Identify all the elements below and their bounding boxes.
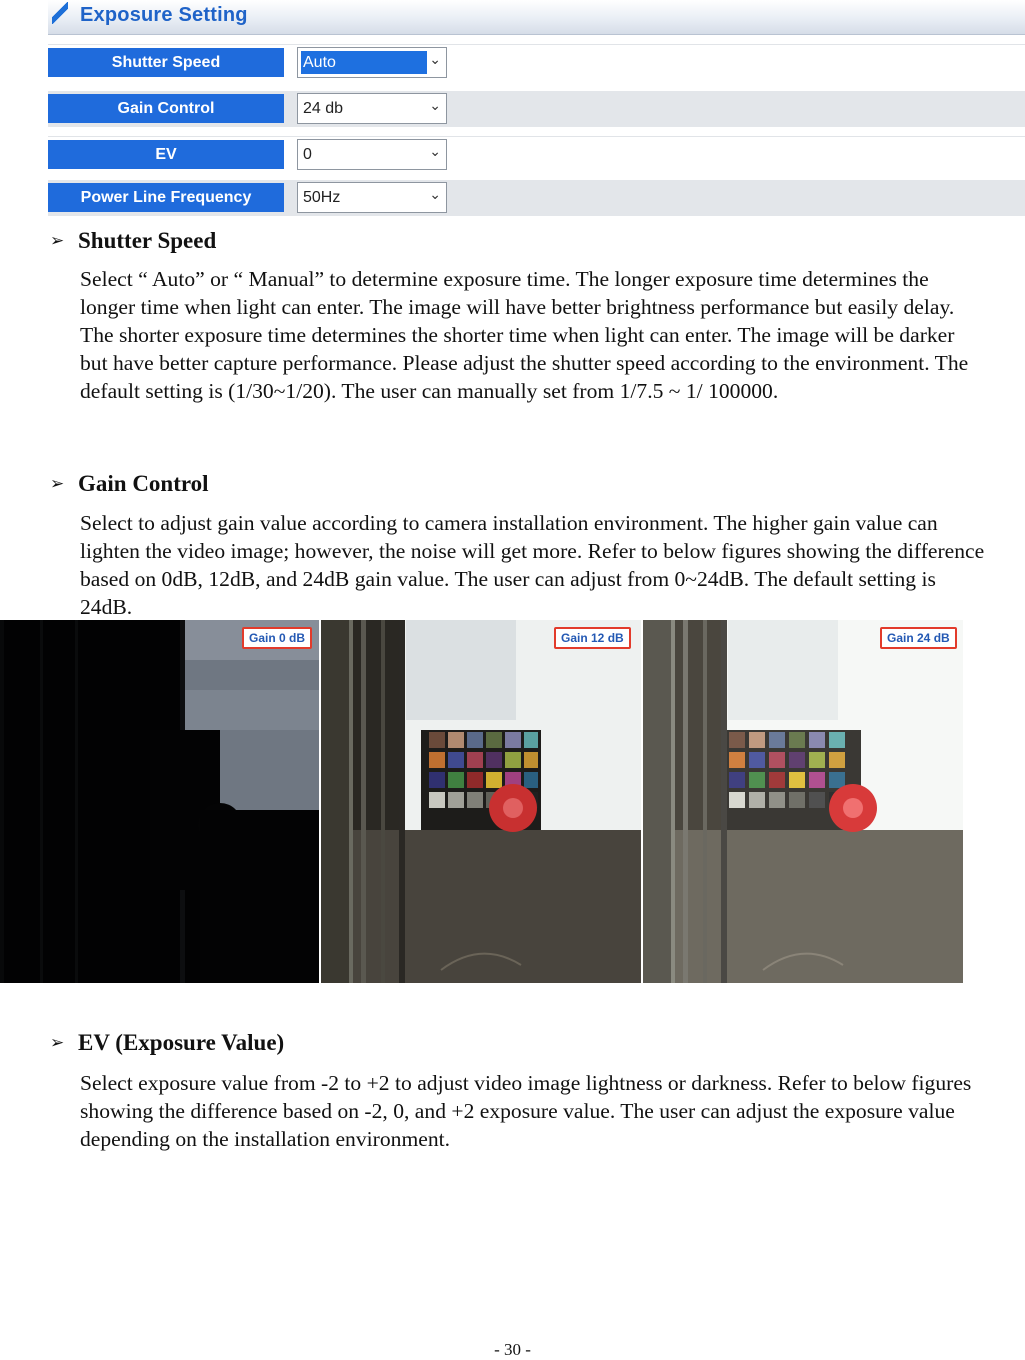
- gain-control-heading: [50, 471, 209, 497]
- ev-description: Select exposure value from -2 to +2 to adjust video image lightness or darkness. Refer to below figures showing the difference based on -2, 0, and +2 exposure value. The user can adjust the exposure value depending on the installation environment.: [80, 1071, 972, 1151]
- arrow-bullet-icon: ➢: [50, 474, 65, 494]
- arrow-bullet-icon: ➢: [50, 1033, 65, 1053]
- gain-24db-image: [643, 620, 963, 983]
- gain-12db-label: Gain 12 dB: [554, 627, 631, 649]
- gain-control-row: [48, 91, 1025, 127]
- arrow-bullet-icon: ➢: [50, 231, 65, 251]
- panel-header-decoration: [52, 2, 68, 24]
- heading-text: Gain Control: [78, 471, 209, 496]
- gain-24db-label: Gain 24 dB: [880, 627, 957, 649]
- shutter-speed-value: Auto: [301, 51, 427, 74]
- ev-row: [48, 136, 1025, 173]
- shutter-speed-row: [48, 44, 1025, 81]
- gain-control-select[interactable]: [297, 93, 447, 124]
- room-floor: [321, 830, 641, 983]
- chevron-down-icon: ⌄: [429, 143, 441, 159]
- page-number: - 30 -: [494, 1340, 531, 1359]
- gain-0db-label: Gain 0 dB: [242, 627, 312, 649]
- panel-title: Exposure Setting: [80, 4, 248, 26]
- ev-value: 0: [303, 146, 312, 163]
- chevron-down-icon: ⌄: [429, 97, 441, 113]
- gain-photo-0db: [0, 620, 319, 983]
- chevron-down-icon: ⌄: [429, 51, 441, 67]
- gain-photo-12db: [321, 620, 641, 983]
- ev-label: EV: [48, 140, 284, 169]
- gain-comparison-photos: [0, 620, 963, 983]
- room-floor: [643, 830, 963, 983]
- gain-0db-image: [0, 620, 319, 983]
- ev-heading: [50, 1030, 284, 1056]
- shutter-speed-heading: [50, 228, 216, 254]
- shutter-speed-label: Shutter Speed: [48, 48, 284, 77]
- gain-control-label: Gain Control: [48, 94, 284, 123]
- power-line-frequency-select[interactable]: [297, 182, 447, 213]
- power-line-frequency-value: 50Hz: [303, 189, 341, 206]
- exposure-setting-panel: [48, 0, 1025, 216]
- gain-12db-image: [321, 620, 641, 983]
- ev-select[interactable]: [297, 139, 447, 170]
- chevron-down-icon: ⌄: [429, 186, 441, 202]
- heading-text: Shutter Speed: [78, 228, 217, 253]
- shutter-speed-description: Select “ Auto” or “ Manual” to determine exposure time. The longer exposure time determines the longer time when light can enter. The image will have better brightness performance but easily delay. The shorter exposure time determines the shorter time when light can enter. The image will be darker but have better capture performance. Please adjust the shutter speed according to the environment. The default setting is (1/30~1/20). The user can manually set from 1/7.5 ~ 1/ 100000.: [80, 267, 969, 403]
- heading-text: EV (Exposure Value): [78, 1030, 285, 1055]
- gain-photo-24db: [643, 620, 963, 983]
- power-line-frequency-row: [48, 180, 1025, 216]
- gain-control-value: 24 db: [303, 100, 344, 117]
- gain-control-description: Select to adjust gain value according to camera installation environment. The higher gain value can lighten the video image; however, the noise will get more. Refer to below figures showing the difference based on 0dB, 12dB, and 24dB gain value. The user can adjust from 0~24dB. The default setting is 24dB.: [80, 511, 985, 619]
- panel-header: [48, 0, 1025, 35]
- power-line-frequency-label: Power Line Frequency: [48, 183, 284, 212]
- shutter-speed-select[interactable]: [297, 47, 447, 78]
